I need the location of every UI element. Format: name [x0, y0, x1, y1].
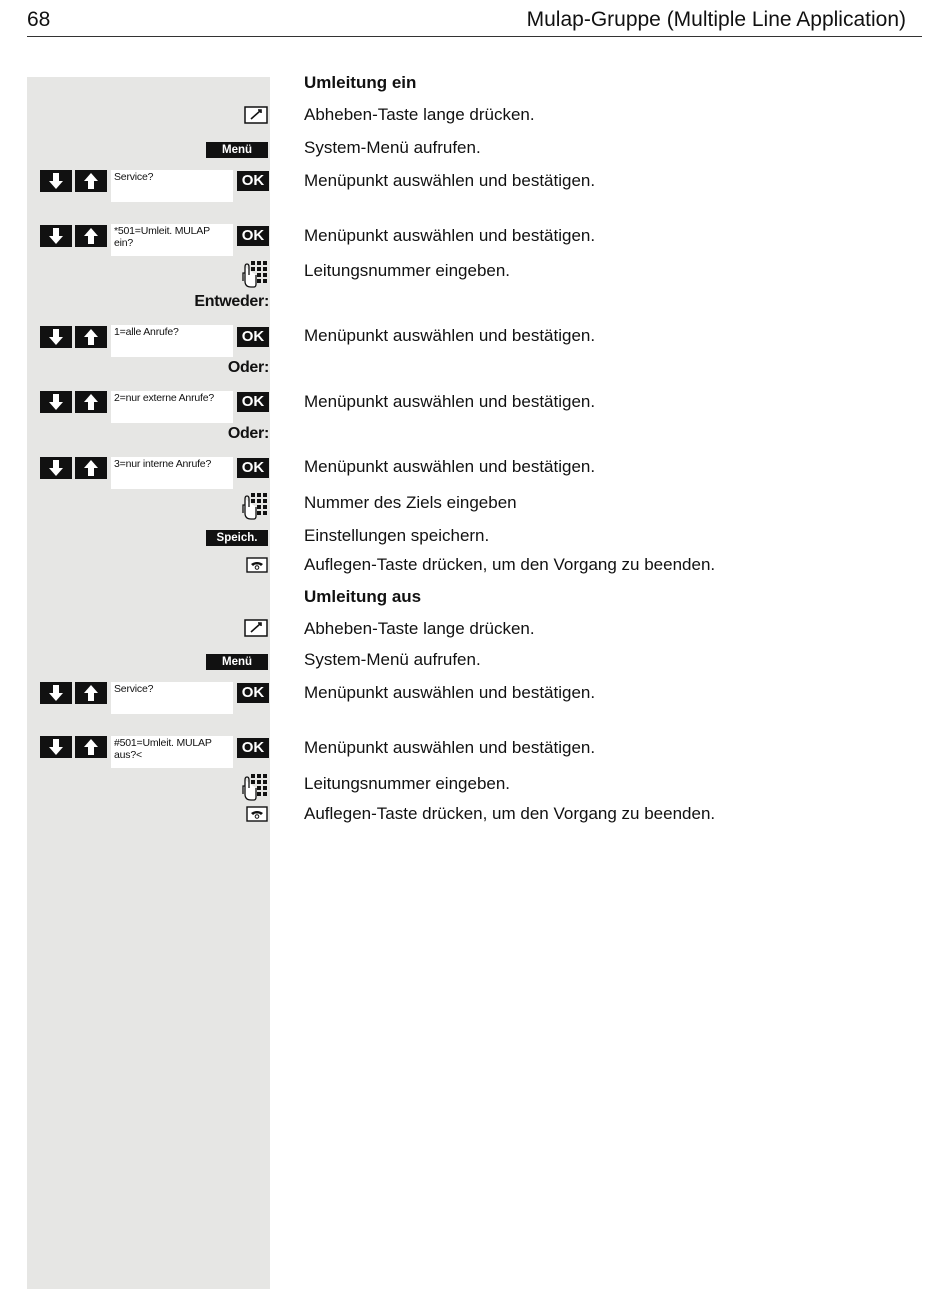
keypad-icon — [241, 259, 269, 289]
display-service: Service? — [111, 682, 233, 714]
ok-button[interactable]: OK — [237, 458, 269, 478]
menu-softkey[interactable]: Menü — [206, 654, 268, 670]
step-all-calls-text: Menüpunkt auswählen und bestätigen. — [304, 326, 596, 345]
arrow-up-icon[interactable] — [75, 457, 107, 479]
arrow-down-icon[interactable] — [40, 682, 72, 704]
ok-button[interactable]: OK — [237, 683, 269, 703]
keypad-icon — [241, 491, 269, 521]
arrow-down-icon[interactable] — [40, 225, 72, 247]
on-hook-key-icon — [246, 557, 268, 573]
display-service: Service? — [111, 170, 233, 202]
step-external-text: Menüpunkt auswählen und bestätigen. — [304, 392, 596, 411]
ok-button[interactable]: OK — [237, 327, 269, 347]
arrow-down-icon[interactable] — [40, 736, 72, 758]
ok-button[interactable]: OK — [237, 226, 269, 246]
off-hook-key-icon — [244, 619, 268, 637]
arrow-up-icon[interactable] — [75, 225, 107, 247]
arrow-down-icon[interactable] — [40, 391, 72, 413]
arrow-down-icon[interactable] — [40, 457, 72, 479]
display-external-calls: 2=nur externe Anrufe? — [111, 391, 233, 423]
menu-softkey[interactable]: Menü — [206, 142, 268, 158]
ok-button[interactable]: OK — [237, 738, 269, 758]
step-service-text: Menüpunkt auswählen und bestätigen. — [304, 683, 596, 702]
arrow-down-icon[interactable] — [40, 326, 72, 348]
step-lift-text: Abheben-Taste lange drücken. — [304, 105, 535, 124]
either-label: Entweder: — [194, 293, 269, 310]
arrow-up-icon[interactable] — [75, 391, 107, 413]
page-number: 68 — [27, 8, 51, 31]
off-hook-key-icon — [244, 106, 268, 124]
keypad-icon — [241, 772, 269, 802]
on-hook-key-icon — [246, 806, 268, 822]
step-mulap-off-text: Menüpunkt auswählen und bestätigen. — [304, 738, 596, 757]
ok-button[interactable]: OK — [237, 171, 269, 191]
save-softkey[interactable]: Speich. — [206, 530, 268, 546]
step-hangup-text: Auflegen-Taste drücken, um den Vorgang zu beenden. — [304, 804, 716, 823]
display-mulap-on: *501=Umleit. MULAP ein? — [111, 224, 233, 256]
arrow-up-icon[interactable] — [75, 682, 107, 704]
step-target-text: Nummer des Ziels eingeben — [304, 493, 517, 512]
step-line-text: Leitungsnummer eingeben. — [304, 774, 511, 793]
page-header — [27, 6, 922, 37]
step-menu-text: System-Menü aufrufen. — [304, 138, 481, 157]
step-save-text: Einstellungen speichern. — [304, 526, 490, 545]
arrow-up-icon[interactable] — [75, 170, 107, 192]
arrow-down-icon[interactable] — [40, 170, 72, 192]
step-internal-text: Menüpunkt auswählen und bestätigen. — [304, 457, 596, 476]
step-hangup-text: Auflegen-Taste drücken, um den Vorgang zu beenden. — [304, 555, 716, 574]
section-heading-on: Umleitung ein — [304, 73, 417, 92]
or-label: Oder: — [227, 359, 269, 376]
display-internal-calls: 3=nur interne Anrufe? — [111, 457, 233, 489]
display-all-calls: 1=alle Anrufe? — [111, 325, 233, 357]
section-heading-off: Umleitung aus — [304, 587, 422, 606]
step-menu-text: System-Menü aufrufen. — [304, 650, 481, 669]
or-label: Oder: — [227, 425, 269, 442]
display-mulap-off: #501=Umleit. MULAP aus?< — [111, 736, 233, 768]
step-line-text: Leitungsnummer eingeben. — [304, 261, 511, 280]
arrow-up-icon[interactable] — [75, 736, 107, 758]
step-mulap-on-text: Menüpunkt auswählen und bestätigen. — [304, 226, 596, 245]
step-lift-text: Abheben-Taste lange drücken. — [304, 619, 535, 638]
step-service-text: Menüpunkt auswählen und bestätigen. — [304, 171, 596, 190]
arrow-up-icon[interactable] — [75, 326, 107, 348]
ok-button[interactable]: OK — [237, 392, 269, 412]
page-title: Mulap-Gruppe (Multiple Line Application) — [526, 8, 906, 31]
